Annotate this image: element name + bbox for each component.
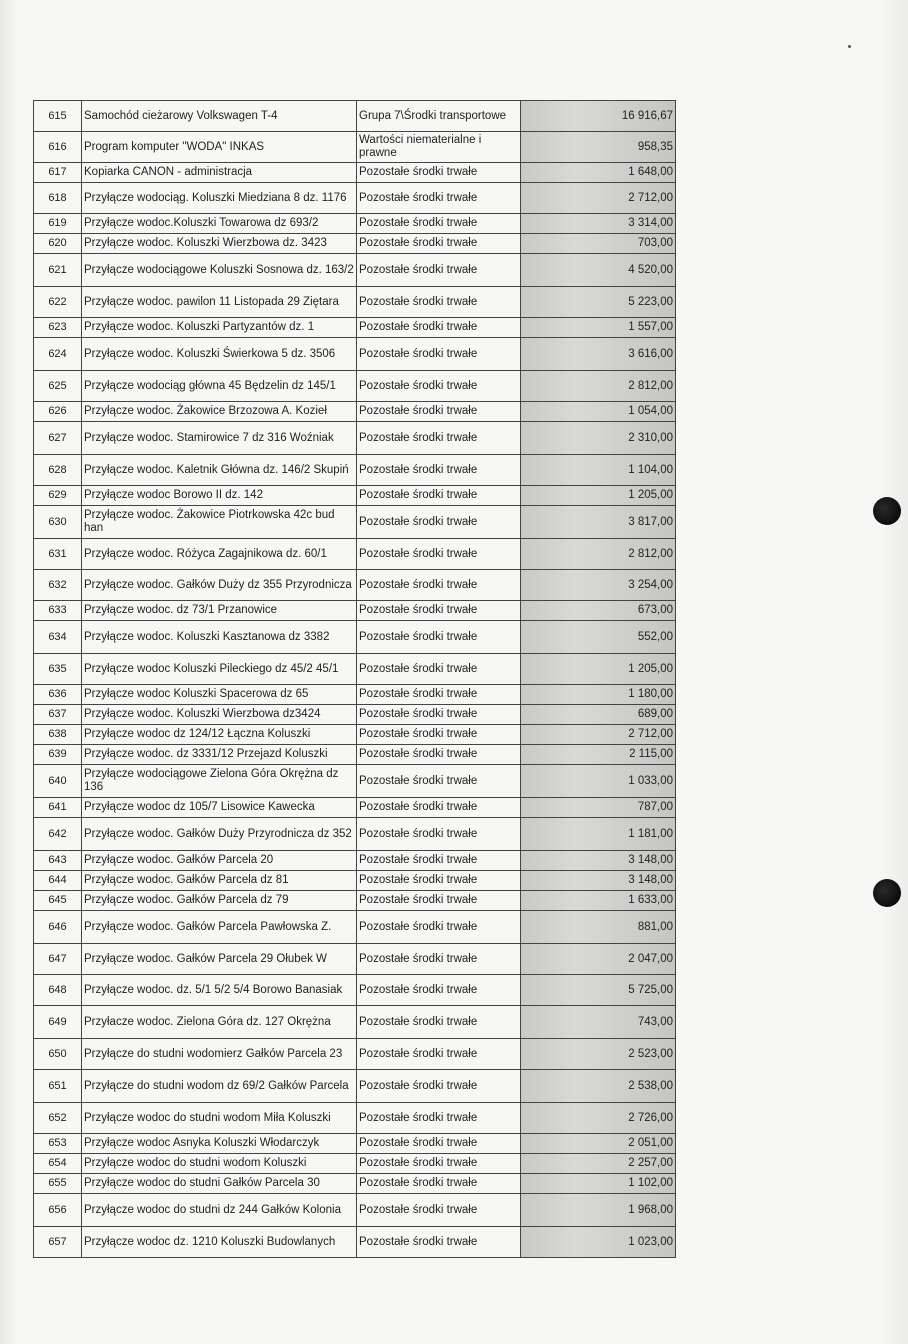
asset-group: Pozostałe środki trwałe (357, 705, 521, 725)
asset-value: 1 181,00 (521, 818, 676, 851)
asset-group: Pozostałe środki trwałe (357, 163, 521, 183)
asset-group: Pozostałe środki trwałe (357, 725, 521, 745)
asset-value: 2 726,00 (521, 1103, 676, 1134)
asset-name: Przyłącze wodoc. Gałków Parcela Pawłowska Z. (82, 911, 357, 944)
asset-value: 787,00 (521, 798, 676, 818)
asset-group: Pozostałe środki trwałe (357, 506, 521, 539)
table-row (34, 1103, 676, 1134)
table-row (34, 101, 676, 132)
table-row (34, 486, 676, 506)
asset-value: 2 523,00 (521, 1039, 676, 1070)
table-row (34, 601, 676, 621)
asset-group: Pozostałe środki trwałe (357, 422, 521, 455)
asset-name: Przyłacze wodoc. Zielona Góra dz. 127 Okrężna (82, 1006, 357, 1039)
asset-group: Pozostałe środki trwałe (357, 539, 521, 570)
asset-value: 1 104,00 (521, 455, 676, 486)
asset-name: Przyłącze wodociągowe Zielona Góra Okrężna dz 136 (82, 765, 357, 798)
table-row (34, 506, 676, 539)
asset-name: Przyłącze wodociąg główna 45 Będzelin dz 145/1 (82, 371, 357, 402)
asset-group: Pozostałe środki trwałe (357, 486, 521, 506)
asset-value: 552,00 (521, 621, 676, 654)
row-number: 648 (34, 975, 82, 1006)
asset-value: 3 148,00 (521, 851, 676, 871)
asset-value: 5 223,00 (521, 287, 676, 318)
row-number: 652 (34, 1103, 82, 1134)
asset-value: 2 812,00 (521, 371, 676, 402)
asset-value: 1 648,00 (521, 163, 676, 183)
asset-value: 16 916,67 (521, 101, 676, 132)
row-number: 644 (34, 871, 82, 891)
row-number: 624 (34, 338, 82, 371)
asset-value: 2 538,00 (521, 1070, 676, 1103)
asset-group: Pozostałe środki trwałe (357, 1103, 521, 1134)
table-row (34, 725, 676, 745)
row-number: 651 (34, 1070, 82, 1103)
asset-group: Pozostałe środki trwałe (357, 1227, 521, 1258)
asset-group: Pozostałe środki trwałe (357, 621, 521, 654)
asset-value: 3 314,00 (521, 214, 676, 234)
asset-group: Pozostałe środki trwałe (357, 601, 521, 621)
asset-value: 2 047,00 (521, 944, 676, 975)
row-number: 650 (34, 1039, 82, 1070)
row-number: 649 (34, 1006, 82, 1039)
asset-value: 2 257,00 (521, 1154, 676, 1174)
asset-group: Pozostałe środki trwałe (357, 214, 521, 234)
asset-name: Przyłącze wodoc. Gałków Duży Przyrodnicza dz 352 (82, 818, 357, 851)
table-row (34, 287, 676, 318)
table-row (34, 1227, 676, 1258)
asset-value: 2 812,00 (521, 539, 676, 570)
table-row (34, 402, 676, 422)
asset-value: 1 180,00 (521, 685, 676, 705)
asset-group: Pozostałe środki trwałe (357, 402, 521, 422)
asset-group: Pozostałe środki trwałe (357, 745, 521, 765)
asset-group: Pozostałe środki trwałe (357, 254, 521, 287)
asset-name: Przyłącze wodoc. Gałków Parcela 20 (82, 851, 357, 871)
row-number: 622 (34, 287, 82, 318)
asset-name: Przyłącze wodoc. dz. 5/1 5/2 5/4 Borowo Banasiak (82, 975, 357, 1006)
asset-name: Przyłącze wodoc. dz 73/1 Przanowice (82, 601, 357, 621)
asset-value: 5 725,00 (521, 975, 676, 1006)
row-number: 645 (34, 891, 82, 911)
table-row (34, 705, 676, 725)
row-number: 626 (34, 402, 82, 422)
asset-name: Przyłącze wodoc. Koluszki Wierzbowa dz. 3423 (82, 234, 357, 254)
asset-value: 3 616,00 (521, 338, 676, 371)
table-row (34, 1070, 676, 1103)
asset-name: Przyłącze wodoc. Gałków Parcela dz 79 (82, 891, 357, 911)
asset-name: Przyłącze wodoc do studni wodom Miła Koluszki (82, 1103, 357, 1134)
row-number: 621 (34, 254, 82, 287)
table-row (34, 685, 676, 705)
row-number: 623 (34, 318, 82, 338)
table-row (34, 891, 676, 911)
asset-value: 703,00 (521, 234, 676, 254)
table-row (34, 183, 676, 214)
asset-group: Pozostałe środki trwałe (357, 287, 521, 318)
table-row (34, 745, 676, 765)
table-row (34, 911, 676, 944)
asset-group: Pozostałe środki trwałe (357, 685, 521, 705)
asset-value: 3 817,00 (521, 506, 676, 539)
row-number: 638 (34, 725, 82, 745)
asset-name: Przyłącze wodoc. Gałków Duży dz 355 Przyrodnicza (82, 570, 357, 601)
paper-speck (848, 45, 851, 48)
asset-name: Przyłącze wodociąg. Koluszki Miedziana 8 dz. 1176 (82, 183, 357, 214)
row-number: 643 (34, 851, 82, 871)
asset-group: Pozostałe środki trwałe (357, 1134, 521, 1154)
table-row (34, 1134, 676, 1154)
asset-name: Przyłącze wodoc Koluszki Pileckiego dz 45/2 45/1 (82, 654, 357, 685)
asset-group: Pozostałe środki trwałe (357, 765, 521, 798)
asset-value: 4 520,00 (521, 254, 676, 287)
table-row (34, 234, 676, 254)
row-number: 632 (34, 570, 82, 601)
table-row (34, 654, 676, 685)
row-number: 636 (34, 685, 82, 705)
row-number: 619 (34, 214, 82, 234)
asset-value: 1 033,00 (521, 765, 676, 798)
asset-name: Przyłącze do studni wodom dz 69/2 Gałków Parcela (82, 1070, 357, 1103)
asset-name: Przyłącze wodociągowe Koluszki Sosnowa dz. 163/2 (82, 254, 357, 287)
asset-value: 1 633,00 (521, 891, 676, 911)
row-number: 647 (34, 944, 82, 975)
table-row (34, 132, 676, 163)
table-row (34, 214, 676, 234)
asset-value: 1 557,00 (521, 318, 676, 338)
punch-hole-lower (873, 879, 901, 907)
asset-value: 3 254,00 (521, 570, 676, 601)
row-number: 654 (34, 1154, 82, 1174)
asset-name: Przyłącze wodoc. Gałków Parcela dz 81 (82, 871, 357, 891)
table-row (34, 1006, 676, 1039)
asset-value: 1 102,00 (521, 1174, 676, 1194)
asset-value: 2 712,00 (521, 183, 676, 214)
row-number: 615 (34, 101, 82, 132)
asset-group: Grupa 7\Środki transportowe (357, 101, 521, 132)
asset-group: Pozostałe środki trwałe (357, 1070, 521, 1103)
asset-group: Pozostałe środki trwałe (357, 1039, 521, 1070)
table-row (34, 621, 676, 654)
table-row (34, 975, 676, 1006)
row-number: 642 (34, 818, 82, 851)
asset-group: Pozostałe środki trwałe (357, 455, 521, 486)
asset-group: Pozostałe środki trwałe (357, 338, 521, 371)
asset-value: 2 051,00 (521, 1134, 676, 1154)
asset-value: 1 023,00 (521, 1227, 676, 1258)
asset-name: Przyłącze wodoc.Koluszki Towarowa dz 693/2 (82, 214, 357, 234)
asset-group: Wartości niematerialne i prawne (357, 132, 521, 163)
asset-group: Pozostałe środki trwałe (357, 871, 521, 891)
asset-value: 1 968,00 (521, 1194, 676, 1227)
table-row (34, 818, 676, 851)
asset-name: Przyłącze wodoc. Koluszki Partyzantów dz. 1 (82, 318, 357, 338)
asset-name: Przyłącze wodoc. Koluszki Kasztanowa dz 3382 (82, 621, 357, 654)
asset-value: 2 712,00 (521, 725, 676, 745)
fixed-assets-table (33, 100, 676, 1258)
asset-name: Przyłącze wodoc. Koluszki Świerkowa 5 dz. 3506 (82, 338, 357, 371)
asset-value: 689,00 (521, 705, 676, 725)
asset-name: Przyłącze wodoc Borowo II dz. 142 (82, 486, 357, 506)
asset-value: 1 054,00 (521, 402, 676, 422)
table-row (34, 851, 676, 871)
row-number: 639 (34, 745, 82, 765)
asset-value: 3 148,00 (521, 871, 676, 891)
asset-value: 1 205,00 (521, 654, 676, 685)
asset-group: Pozostałe środki trwałe (357, 654, 521, 685)
asset-group: Pozostałe środki trwałe (357, 183, 521, 214)
table-row (34, 338, 676, 371)
row-number: 618 (34, 183, 82, 214)
asset-name: Przyłącze do studni wodomierz Gałków Parcela 23 (82, 1039, 357, 1070)
table-row (34, 455, 676, 486)
asset-name: Przyłącze wodoc. Gałków Parcela 29 Ołubek W (82, 944, 357, 975)
asset-group: Pozostałe środki trwałe (357, 975, 521, 1006)
asset-group: Pozostałe środki trwałe (357, 1154, 521, 1174)
asset-name: Samochód cieżarowy Volkswagen T-4 (82, 101, 357, 132)
row-number: 640 (34, 765, 82, 798)
asset-name: Przyłącze wodoc. Koluszki Wierzbowa dz3424 (82, 705, 357, 725)
row-number: 633 (34, 601, 82, 621)
asset-value: 1 205,00 (521, 486, 676, 506)
asset-name: Przyłącze wodoc. Żakowice Piotrkowska 42c bud han (82, 506, 357, 539)
asset-group: Pozostałe środki trwałe (357, 1194, 521, 1227)
table-row (34, 1039, 676, 1070)
asset-group: Pozostałe środki trwałe (357, 891, 521, 911)
row-number: 627 (34, 422, 82, 455)
row-number: 620 (34, 234, 82, 254)
asset-name: Przyłącze wodoc do studni wodom Koluszki (82, 1154, 357, 1174)
table-row (34, 944, 676, 975)
asset-name: Program komputer "WODA" INKAS (82, 132, 357, 163)
row-number: 641 (34, 798, 82, 818)
asset-group: Pozostałe środki trwałe (357, 371, 521, 402)
asset-value: 2 310,00 (521, 422, 676, 455)
table-row (34, 163, 676, 183)
asset-name: Przyłącze wodoc do studni dz 244 Gałków Kolonia (82, 1194, 357, 1227)
table-row (34, 798, 676, 818)
asset-value: 958,35 (521, 132, 676, 163)
asset-name: Przyłącze wodoc Asnyka Koluszki Włodarczyk (82, 1134, 357, 1154)
asset-name: Przyłącze wodoc. pawilon 11 Listopada 29 Ziętara (82, 287, 357, 318)
row-number: 634 (34, 621, 82, 654)
row-number: 637 (34, 705, 82, 725)
row-number: 617 (34, 163, 82, 183)
table-row (34, 1174, 676, 1194)
asset-group: Pozostałe środki trwałe (357, 1174, 521, 1194)
row-number: 616 (34, 132, 82, 163)
asset-value: 673,00 (521, 601, 676, 621)
asset-name: Przyłącze wodoc do studni Gałków Parcela 30 (82, 1174, 357, 1194)
row-number: 657 (34, 1227, 82, 1258)
row-number: 629 (34, 486, 82, 506)
asset-name: Przyłącze wodoc dz 105/7 Lisowice Kawecka (82, 798, 357, 818)
asset-group: Pozostałe środki trwałe (357, 570, 521, 601)
table-row (34, 871, 676, 891)
asset-name: Przyłącze wodoc. Żakowice Brzozowa A. Kozieł (82, 402, 357, 422)
row-number: 655 (34, 1174, 82, 1194)
row-number: 628 (34, 455, 82, 486)
asset-group: Pozostałe środki trwałe (357, 234, 521, 254)
row-number: 630 (34, 506, 82, 539)
asset-group: Pozostałe środki trwałe (357, 944, 521, 975)
asset-group: Pozostałe środki trwałe (357, 851, 521, 871)
table-body (34, 101, 676, 1258)
row-number: 653 (34, 1134, 82, 1154)
asset-name: Przyłącze wodoc Koluszki Spacerowa dz 65 (82, 685, 357, 705)
table-row (34, 539, 676, 570)
asset-value: 743,00 (521, 1006, 676, 1039)
asset-name: Przyłącze wodoc. dz 3331/12 Przejazd Koluszki (82, 745, 357, 765)
table-row (34, 765, 676, 798)
asset-name: Przyłącze wodoc. Kaletnik Główna dz. 146/2 Skupiń (82, 455, 357, 486)
table-row (34, 371, 676, 402)
asset-group: Pozostałe środki trwałe (357, 818, 521, 851)
asset-value: 2 115,00 (521, 745, 676, 765)
row-number: 635 (34, 654, 82, 685)
table-row (34, 1194, 676, 1227)
asset-name: Przyłącze wodoc. Różyca Zagajnikowa dz. 60/1 (82, 539, 357, 570)
punch-hole-upper (873, 497, 901, 525)
asset-name: Przyłącze wodoc dz 124/12 Łączna Koluszki (82, 725, 357, 745)
asset-value: 881,00 (521, 911, 676, 944)
row-number: 656 (34, 1194, 82, 1227)
asset-group: Pozostałe środki trwałe (357, 1006, 521, 1039)
row-number: 625 (34, 371, 82, 402)
table-row (34, 254, 676, 287)
table-row (34, 570, 676, 601)
table-row (34, 422, 676, 455)
asset-group: Pozostałe środki trwałe (357, 318, 521, 338)
row-number: 631 (34, 539, 82, 570)
table-row (34, 1154, 676, 1174)
table-row (34, 318, 676, 338)
asset-name: Przyłącze wodoc dz. 1210 Koluszki Budowlanych (82, 1227, 357, 1258)
asset-name: Przyłącze wodoc. Stamirowice 7 dz 316 Woźniak (82, 422, 357, 455)
row-number: 646 (34, 911, 82, 944)
asset-group: Pozostałe środki trwałe (357, 798, 521, 818)
asset-name: Kopiarka CANON - administracja (82, 163, 357, 183)
asset-group: Pozostałe środki trwałe (357, 911, 521, 944)
